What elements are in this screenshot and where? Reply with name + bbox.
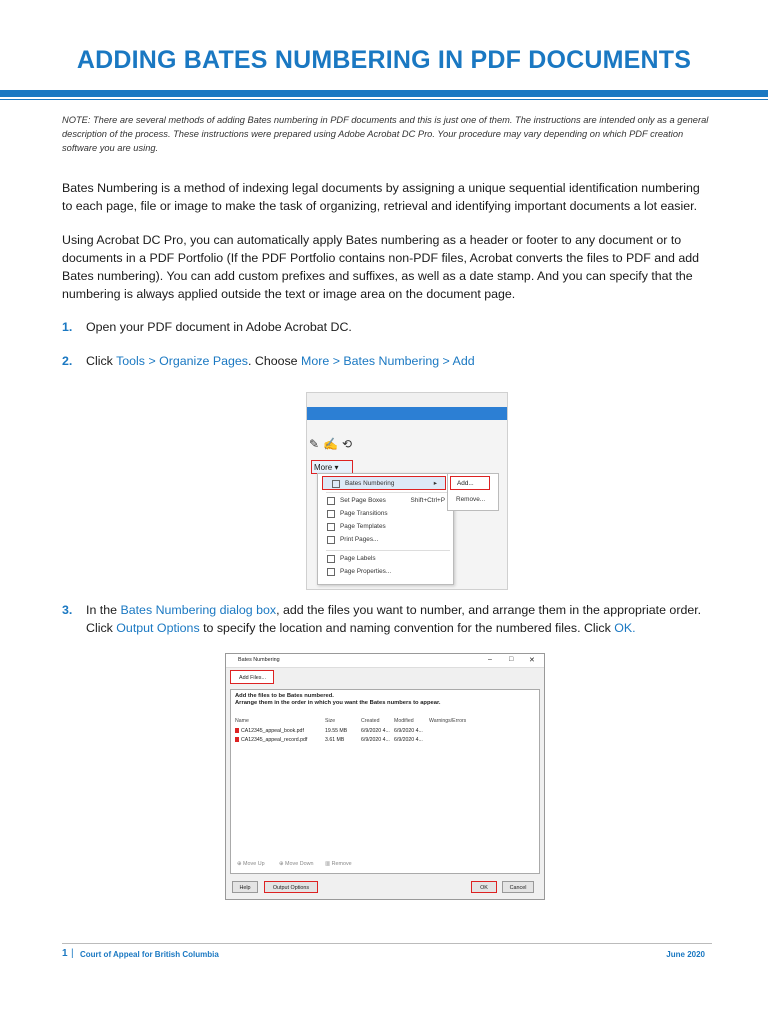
step-text-part: , add the files you want to number, and arrange them in the appropriate order. Click [86, 603, 702, 635]
maximize-icon[interactable]: □ [509, 656, 514, 663]
menu-item-print-pages[interactable] [318, 533, 453, 547]
step-text-part: to specify the location and naming convention for the numbered files. Click [199, 621, 615, 635]
menu-item-label: Print Pages... [340, 536, 379, 543]
menu-item-label: Page Labels [340, 555, 376, 562]
menu-item-page-properties[interactable] [318, 565, 453, 579]
table-row[interactable] [235, 737, 307, 743]
menu-item-label: Page Properties... [340, 568, 392, 575]
instruction-text [235, 693, 441, 707]
menu-divider [326, 550, 450, 551]
column-header-size[interactable]: Size [325, 718, 336, 724]
pdf-file-icon [235, 728, 239, 733]
instruction-line: Add the files to be Bates numbered. [235, 693, 334, 699]
submenu-arrow-icon: ▸ [433, 480, 437, 487]
print-icon [327, 536, 335, 544]
column-header-created[interactable]: Created [361, 718, 380, 724]
file-size: 19.55 MB [325, 728, 348, 734]
step-text [86, 601, 712, 637]
more-menu [317, 473, 454, 585]
minimize-icon[interactable]: – [488, 656, 492, 663]
pdf-file-icon [235, 737, 239, 742]
templates-icon [327, 523, 335, 531]
dialog-titlebar [226, 654, 544, 668]
ok-highlight: OK. [614, 621, 636, 635]
menu-path-highlight: Tools > Organize Pages [116, 354, 248, 368]
title-rule-thin [0, 99, 768, 100]
page-number: 1 [62, 948, 68, 959]
remove-button[interactable] [325, 861, 352, 867]
move-down-button[interactable] [279, 861, 313, 867]
column-header-name[interactable]: Name [235, 718, 249, 724]
footer-rule [62, 943, 712, 944]
acrobat-paragraph: Using Acrobat DC Pro, you can automatically apply Bates numbering as a header or footer to any document or to documents in a PDF Portfolio (If the PDF Portfolio contains non-PDF files, Acrobat converts the files to PDF and add Bates numbering). You can add custom prefixes and suffixes, as well as a date stamp. And you can specify that the numbering is always applied outside the text or image area on the document page. [62, 233, 700, 301]
menu-screenshot [306, 392, 508, 590]
submenu-add[interactable]: Add... [450, 476, 490, 490]
screenshot-toolbar [307, 393, 507, 407]
submenu-remove[interactable]: Remove... [456, 496, 486, 503]
step-text [86, 352, 712, 370]
menu-item-label: Set Page Boxes [340, 497, 386, 504]
help-button[interactable]: Help [232, 881, 258, 893]
more-button[interactable]: More ▾ [311, 460, 353, 474]
page-title: ADDING BATES NUMBERING IN PDF DOCUMENTS [76, 46, 692, 74]
menu-item-bates-numbering[interactable] [322, 476, 446, 490]
step-number: 1. [62, 320, 73, 334]
dialog-title: Bates Numbering [238, 657, 280, 663]
file-name: CA12345_appeal_record.pdf [241, 737, 308, 743]
menu-path-highlight: More > Bates Numbering > Add [301, 354, 475, 368]
note-paragraph: NOTE: There are several methods of adding Bates numbering in PDF documents and this is just one of them. The instructions are intended only as a general description of the process. These instructions were prepared using Adobe Acrobat DC Pro. Your procedure may vary depending on which PDF creation software you are using. [62, 115, 709, 153]
output-options-button[interactable]: Output Options [264, 881, 318, 893]
step-number: 3. [62, 603, 73, 617]
menu-item-page-transitions[interactable] [318, 507, 453, 521]
file-created: 6/9/2020 4... [361, 728, 390, 734]
dialog-screenshot [225, 653, 545, 900]
footer-separator: | [71, 948, 74, 959]
step-text-part: In the [86, 603, 121, 617]
instruction-line: Arrange them in the order in which you want the Bates numbers to appear. [235, 700, 441, 706]
file-modified: 6/9/2020 4... [394, 737, 423, 743]
file-name: CA12345_appeal_book.pdf [241, 728, 304, 734]
menu-divider [326, 492, 450, 493]
arrow-up-icon: ⊕ [237, 861, 244, 867]
step-text-part: . Choose [247, 354, 302, 368]
output-options-highlight: Output Options [116, 621, 200, 635]
move-up-label: Move Up [243, 861, 265, 867]
trash-icon: ▥ [325, 861, 332, 867]
column-header-modified[interactable]: Modified [394, 718, 414, 724]
menu-item-page-labels[interactable] [318, 552, 453, 566]
bates-submenu [447, 473, 499, 511]
step-text: Open your PDF document in Adobe Acrobat DC. [86, 320, 352, 334]
menu-item-label: Page Templates [340, 523, 386, 530]
transitions-icon [327, 510, 335, 518]
file-created: 6/9/2020 4... [361, 737, 390, 743]
properties-icon [327, 568, 335, 576]
remove-label: Remove [331, 861, 352, 867]
page-boxes-icon [327, 497, 335, 505]
column-header-warnings[interactable]: Warnings/Errors [429, 718, 467, 724]
screenshot-blue-band [307, 407, 507, 420]
move-up-button[interactable] [237, 861, 265, 867]
title-rule [0, 90, 768, 97]
tool-icons: ✎✍⟲ [309, 437, 357, 451]
add-files-button[interactable]: Add Files... [230, 670, 274, 684]
file-list-panel [230, 689, 540, 874]
move-down-label: Move Down [285, 861, 314, 867]
menu-item-shortcut: Shift+Ctrl+P [410, 497, 445, 504]
intro-paragraph: Bates Numbering is a method of indexing legal documents by assigning a unique sequential identification numbering to each page, file or image to make the task of organizing, retrieval and identifying important documents a lot easier. [62, 181, 700, 213]
file-size: 3.61 MB [325, 737, 345, 743]
ok-button[interactable]: OK [471, 881, 497, 893]
footer-date: June 2020 [666, 950, 705, 959]
footer-court: Court of Appeal for British Columbia [80, 950, 219, 959]
cancel-button[interactable]: Cancel [502, 881, 534, 893]
arrow-down-icon: ⊕ [279, 861, 286, 867]
table-row[interactable] [235, 728, 304, 734]
menu-item-label: Page Transitions [340, 510, 388, 517]
step-number: 2. [62, 354, 73, 368]
step-text-part: Click [86, 354, 117, 368]
dialog-highlight: Bates Numbering dialog box [120, 603, 277, 617]
labels-icon [327, 555, 335, 563]
file-modified: 6/9/2020 4... [394, 728, 423, 734]
menu-item-set-page-boxes[interactable] [318, 494, 453, 508]
menu-item-label: Bates Numbering [345, 480, 395, 487]
menu-item-page-templates[interactable] [318, 520, 453, 534]
close-icon[interactable]: ✕ [529, 657, 535, 664]
bates-icon [332, 480, 340, 488]
